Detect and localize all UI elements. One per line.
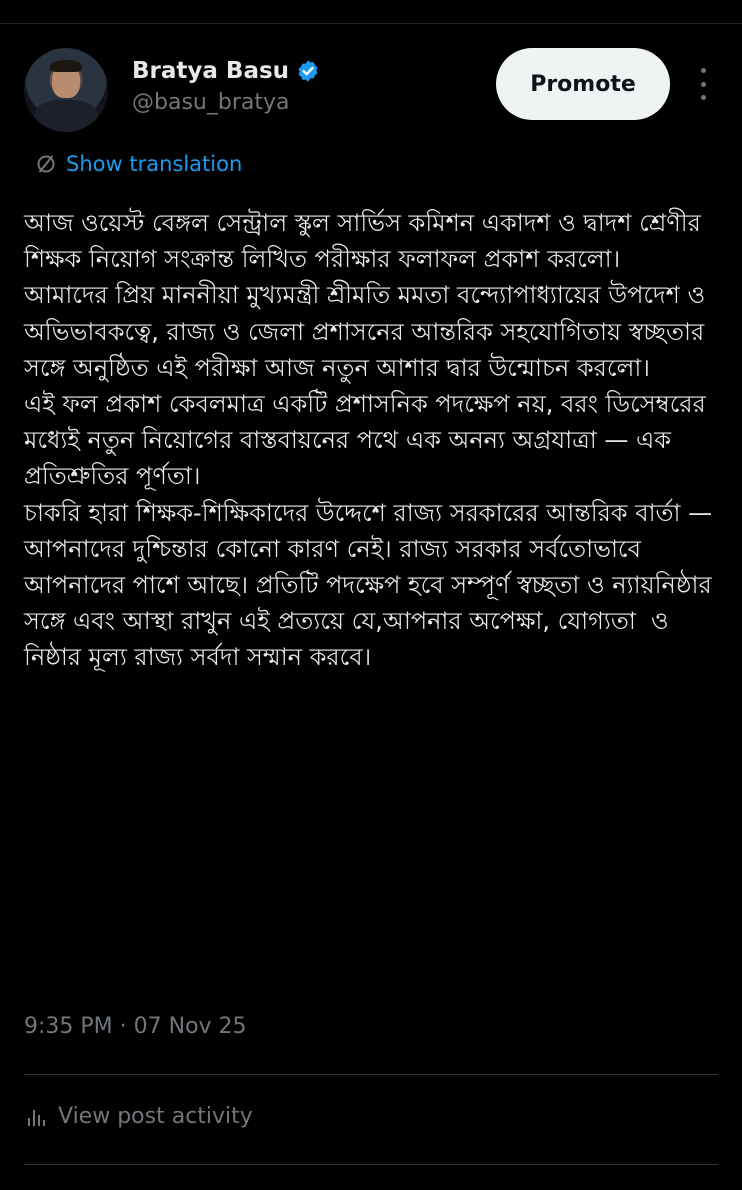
post-timestamp[interactable]: 9:35 PM · 07 Nov 25 [24,1014,247,1039]
avatar-hair [50,60,82,72]
more-dot [701,68,706,73]
more-vertical-icon[interactable] [696,68,710,100]
avatar[interactable] [24,48,108,132]
divider [24,1164,718,1165]
author-name[interactable] [132,58,320,84]
verified-badge-icon [296,59,320,83]
author-name-label: Bratya Basu [132,58,290,84]
divider [24,1074,718,1075]
more-dot [701,95,706,100]
promote-button[interactable]: Promote [496,48,670,120]
show-translation-link[interactable] [34,152,242,176]
view-post-activity-label: View post activity [58,1104,253,1129]
avatar-body [34,100,98,132]
show-translation-label: Show translation [66,152,243,176]
more-dot [701,82,706,87]
post-header [24,48,718,134]
author-handle[interactable]: @basu_bratya [132,90,290,115]
analytics-icon [26,1106,48,1128]
post-text: আজ ওয়েস্ট বেঙ্গল সেন্ট্রাল স্কুল সার্ভিস কমিশন একাদশ ও দ্বাদশ শ্রেণীর শিক্ষক নিয়োগ সংক্রান্ত লিখিত পরীক্ষার ফলাফল প্রকাশ করলো। আমাদের প্রিয় মাননীয়া মুখ্যমন্ত্রী শ্রীমতি মমতা বন্দ্যোপাধ্যায়ের উপদেশ ও অভিভাবকত্বে, রাজ্য ও জেলা প্রশাসনের আন্তরিক সহযোগিতায় স্বচ্ছতার সঙ্গে অনুষ্ঠিত এই পরীক্ষা আজ নতুন আশার দ্বার উন্মোচন করলো। এই ফল প্রকাশ কেবলমাত্র একটি প্রশাসনিক পদক্ষেপ নয়, বরং ডিসেম্বরের মধ্যেই নতুন নিয়োগের বাস্তবায়নের পথে এক অনন্য অগ্রযাত্রা — এক প্রতিশ্রুতির পূর্ণতা। চাকরি হারা শিক্ষক-শিক্ষিকাদের উদ্দেশে রাজ্য সরকারের আন্তরিক বার্তা — আপনাদের দুশ্চিন্তার কোনো কারণ নেই। রাজ্য সরকার সর্বতোভাবে আপনাদের পাশে আছে। প্রতিটি পদক্ষেপ হবে সম্পূর্ণ স্বচ্ছতা ও ন্যায়নিষ্ঠার সঙ্গে এবং আস্থা রাখুন এই প্রত্যয়ে যে,আপনার অপেক্ষা, যোগ্যতা ও নিষ্ঠার মূল্য রাজ্য সর্বদা সম্মান করবে। [24,209,713,672]
top-divider [0,23,742,24]
view-post-activity-link[interactable] [26,1104,253,1129]
translate-icon [34,152,58,176]
